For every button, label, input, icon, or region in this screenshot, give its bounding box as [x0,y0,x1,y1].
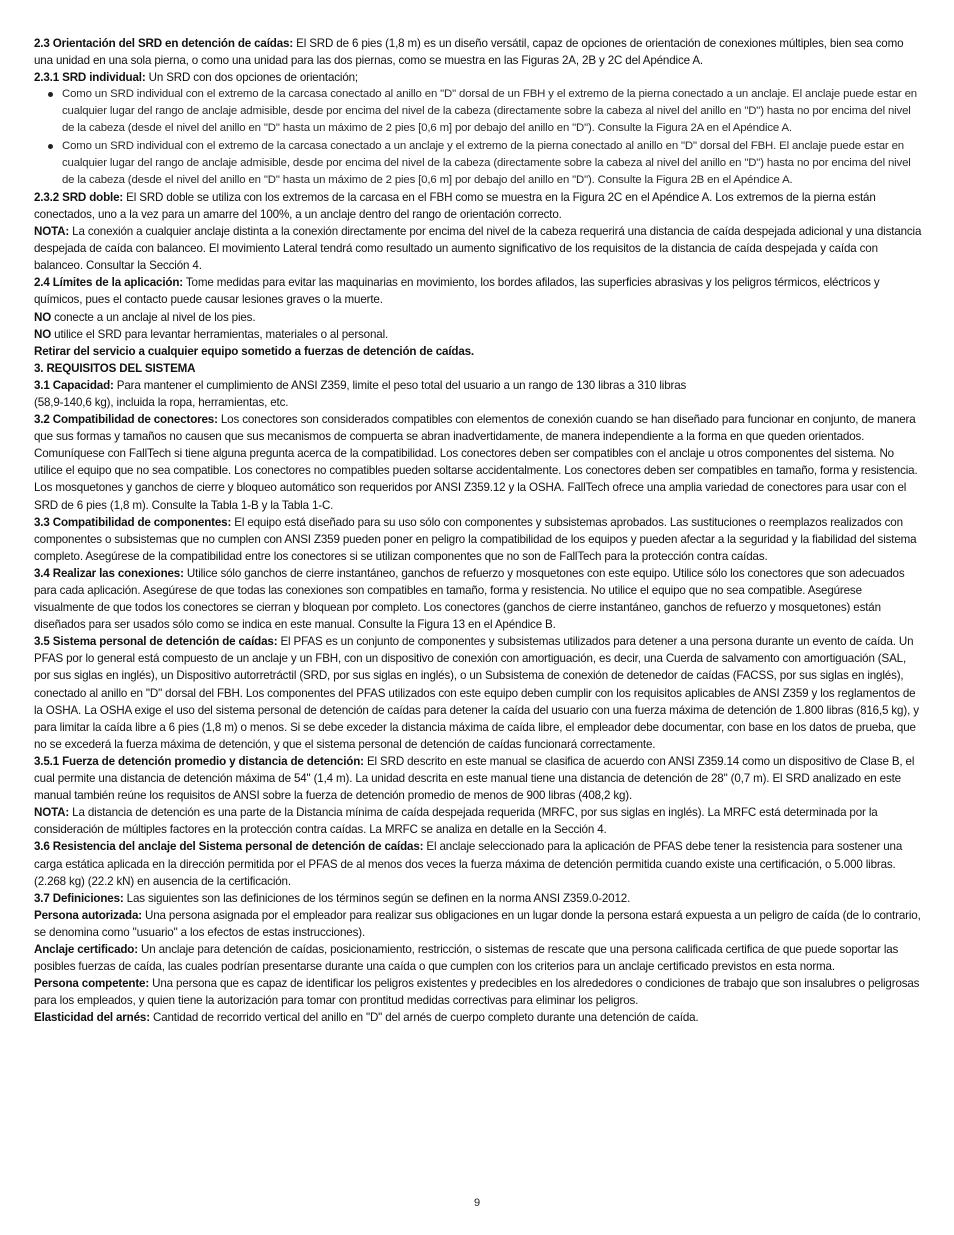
definition-authorized-person: Persona autorizada: Una persona asignada por el empleador para realizar sus obligaciones en un lugar donde la persona estará expuesta a un peligro de caída (de lo contrario, se denomina como "usuario" a los efectos de estas instrucciones). [34,908,921,939]
document-page [34,35,922,1026]
warning-remove-from-service: Retirar del servicio a cualquier equipo sometido a fuerzas de detención de caídas. [34,344,474,358]
definition-certified-anchorage: Anclaje certificado: Un anclaje para detención de caídas, posicionamiento, restricción, o sistemas de rescate que una persona calificada certifica de que puede soportar las posibles fuerzas de caída, las cuales podrían presentarse durante una caída o que cumplen con los criterios para un anclaje certificado previstos en esta norma. [34,942,899,974]
note-mrfc: NOTA: La distancia de detención es una parte de la Distancia mínima de caída despejada requerida (MRFC, por sus siglas en inglés). La MRFC está determinada por la consideración de múltiples factores en la protección contra caídas. La MRFC se analiza en detalle en la Sección 4. [34,806,878,837]
section-3-7: 3.7 Definiciones: Las siguientes son las definiciones de los términos según se definen en la norma ANSI Z359.0-2012. [34,891,631,905]
section-3-4: 3.4 Realizar las conexiones: Utilice sólo ganchos de cierre instantáneo, ganchos de refuerzo y mosquetones con este equipo. Utilice sólo los conectores que son adecuados para cada aplicación. Asegúrese de que todas las conexiones son compatibles en tamaño, forma y resistencia. No utilice el equipo que no sea compatible. Asegúrese visualmente de que todos los conectores se cierran y bloquean por completo. Los conectores (ganchos de cierre instantáneo, ganchos de refuerzo y mosquetones) están diseñados para ser usados sólo como se indica en este manual. Consulte la Figura 13 en el Apéndice B. [34,566,905,632]
section-2-3-2: 2.3.2 SRD doble: El SRD doble se utiliza con los extremos de la carcasa en el FBH como se muestra en la Figura 2C en el Apéndice A. Los extremos de la pierna están conectados, uno a la vez para un amarre del 100%, a un anclaje dentro del rango de orientación correcto. [34,190,876,221]
warning-foot-level: NO conecte a un anclaje al nivel de los pies. [34,310,256,324]
note-clearance: NOTA: La conexión a cualquier anclaje distinta a la conexión directamente por encima del nivel de la cabeza requerirá una distancia de caída despejada adicional y una distancia despejada de caída con balanceo. El movimiento Lateral tendrá como resultado un aumento significativo de los requisitos de la distancia de caída despejada y caída con balanceo. Consultar la Sección 4. [34,225,922,273]
section-3-3: 3.3 Compatibilidad de componentes: El equipo está diseñado para su uso sólo con componentes y subsistemas aprobados. Las sustituciones o reemplazos realizados con componentes o subsistemas que no cumplen con ANSI Z359 pueden poner en peligro la compatibilidad de los equipos y pueden afectar a la seguridad y la fiabilidad del sistema completo. Asegúrese de la compatibilidad entre los conectores si se utilizan componentes que no son de FallTech para la protección contra caídas. [34,515,917,563]
section-3-2: 3.2 Compatibilidad de conectores: Los conectores son considerados compatibles con elementos de conexión cuando se han diseñado para funcionar en conjunto, de manera que sus formas y tamaños no causen que sus mecanismos de compuerta se abran inadvertidamente, de manera independiente a la forma en que queden orientados. Comuníquese con FallTech si tiene alguna pregunta acerca de la compatibilidad. Los conectores deben ser compatibles con el anclaje u otros componentes del sistema. No utilice el equipo que no sea compatible. Los conectores no compatibles pueden soltarse accidentalmente. Los conectores deben ser compatibles en tamaño, forma y resistencia. Los mosquetones y ganchos de cierre y bloqueo automático son requeridos por ANSI Z359.12 y la OSHA. FallTech ofrece una amplia variedad de conectores para usar con el SRD de 6 pies (1,8 m). Consulte la Tabla 1-B y la Tabla 1-C. [34,413,918,512]
orientation-bullet-list [34,86,922,189]
section-3-5: 3.5 Sistema personal de detención de caídas: El PFAS es un conjunto de componentes y subsistemas utilizados para detener a una persona durante un evento de caída. Un PFAS por lo general está compuesto de un anclaje y un FBH, con un dispositivo de conexión con amortiguación, es decir, una Cuerda de salvamento con amortiguación (SAL, por sus siglas en inglés), un Dispositivo autorretráctil (SRD, por sus siglas en inglés), o un Subsistema de conexión de detenedor de caídas (FACSS, por sus siglas en inglés), conectado al anillo en "D" dorsal del FBH. Los componentes del PFAS utilizados con este equipo deben cumplir con los requisitos aplicables de ANSI Z359 y los reglamentos de la OSHA. La OSHA exige el uso del sistema personal de detención de caídas para detener la caída del usuario con una fuerza máxima de detención de 1.800 libras (816,5 kg), y para limitar la caída libre a 6 pies (1,8 m) o menos. Si se debe exceder la distancia máxima de caída libre, el empleador debe documentar, con base en los datos de prueba, que no se excederá la fuerza máxima de detención, y que el sistema personal de detención de caídas funcionará correctamente. [34,635,919,751]
warning-lifting: NO utilice el SRD para levantar herramientas, materiales o al personal. [34,327,389,341]
section-2-3: 2.3 Orientación del SRD en detención de caídas: El SRD de 6 pies (1,8 m) es un diseño versátil, capaz de opciones de orientación de conexiones múltiples, bien sea como una unidad en una sola pierna, o como una unidad para las dos piernas, como se muestra en las Figuras 2A, 2B y 2C del Apéndice A. [34,37,904,68]
definition-harness-stretch: Elasticidad del arnés: Cantidad de recorrido vertical del anillo en "D" del arnés de cuerpo completo durante una detención de caída. [34,1011,699,1025]
definition-competent-person: Persona competente: Una persona que es capaz de identificar los peligros existentes y predecibles en los alrededores o condiciones de trabajo que son insalubres o peligrosas para los empleados, y quien tiene la autorización para tomar con prontitud medidas correctivas para eliminar los peligros. [34,977,920,1008]
section-2-3-1: 2.3.1 SRD individual: Un SRD con dos opciones de orientación; [34,71,359,85]
section-2-4: 2.4 Límites de la aplicación: Tome medidas para evitar las maquinarias en movimiento, los bordes afilados, las superficies abrasivas y los peligros térmicos, eléctricos y químicos, pues el contacto puede causar lesiones graves o la muerte. [34,276,880,307]
page-number: 9 [473,1197,481,1209]
list-item: Como un SRD individual con el extremo de la carcasa conectado a un anclaje y el extremo de la pierna conectado al anillo en "D" dorsal del FBH. El anclaje puede estar en cualquier lugar del rango de anclaje admisible, desde por encima del nivel de la cabeza (directamente sobre la cabeza al nivel del anillo en "D") hasta no por encima del nivel de la cabeza (desde el nivel del anillo en "D" hasta un máximo de 2 pies [0,6 m] por debajo del anillo en "D"). Consulte la Figura 2B en el Apéndice A. [34,138,922,189]
section-3-heading: 3. REQUISITOS DEL SISTEMA [34,361,196,375]
bullet-icon [48,144,53,149]
bullet-icon [48,92,53,97]
section-3-5-1: 3.5.1 Fuerza de detención promedio y distancia de detención: El SRD descrito en este manual se clasifica de acuerdo con ANSI Z359.14 como un dispositivo de Clase B, el cual permite una distancia de detención máxima de 54" (1,4 m). La unidad descrita en este manual tiene una distancia de detención de 28" (0,7 m). El SRD analizado en este manual también reúne los requisitos de ANSI sobre la fuerza de detención promedio de menos de 900 libras (408,2 kg). [34,754,915,803]
section-3-6: 3.6 Resistencia del anclaje del Sistema personal de detención de caídas: El anclaje seleccionado para la aplicación de PFAS debe tener la resistencia para sostener una carga estática aplicada en la dirección permitida por el PFAS de al menos dos veces la fuerza máxima de detención permitida cuando existe una certificación, o 5.000 libras. (2.268 kg) (22.2 kN) en ausencia de la certificación. [34,840,903,888]
section-3-1: 3.1 Capacidad: Para mantener el cumplimiento de ANSI Z359, limite el peso total del usuario a un rango de 130 libras a 310 libras (58,9-140,6 kg), incluida la ropa, herramientas, etc. [34,378,687,409]
list-item: Como un SRD individual con el extremo de la carcasa conectado al anillo en "D" dorsal de un FBH y el extremo de la pierna conectado a un anclaje. El anclaje puede estar en cualquier lugar del rango de anclaje admisible, desde por encima del nivel de la cabeza (directamente sobre la cabeza al nivel del anillo en "D") hasta no por encima del nivel de la cabeza (desde el nivel del anillo en "D" hasta un máximo de 2 pies [0,6 m] por debajo del anillo en "D"). Consulte la Figura 2A en el Apéndice A. [34,86,922,137]
